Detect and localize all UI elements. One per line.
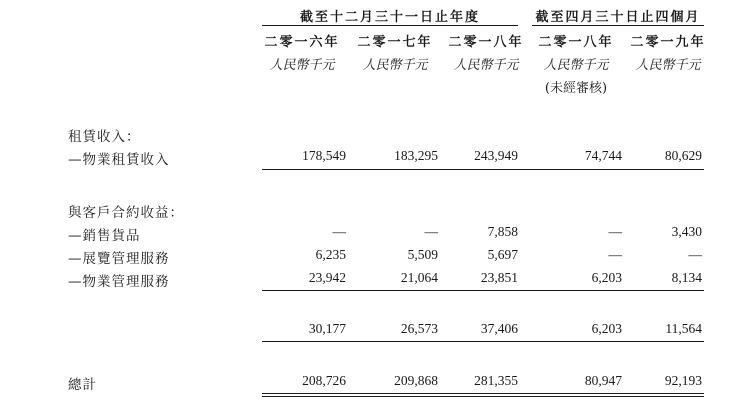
column-year-2018: 二零一八年 [448, 35, 524, 50]
row-label-total: 總計 [68, 377, 97, 393]
cell-sales-goods-2016: — [332, 224, 346, 239]
column-year-2018-interim: 二零一八年 [538, 35, 614, 50]
cell-property-mgmt-2018: 23,851 [480, 270, 518, 285]
cell-total-2018-interim: 80,947 [584, 373, 622, 388]
cell-property-mgmt-2016: 23,942 [308, 270, 346, 285]
cell-sales-goods-2019-interim: 3,430 [671, 224, 702, 239]
cell-total-2019-interim: 92,193 [664, 373, 702, 388]
cell-total-2018: 281,355 [474, 373, 518, 388]
cell-total-2016: 208,726 [302, 373, 346, 388]
header-group-fiscal-years-rule [262, 25, 518, 26]
column-year-2016: 二零一六年 [264, 35, 340, 50]
cell-property-rental-2017: 183,295 [394, 148, 438, 163]
cell-property-rental-2018: 243,949 [474, 148, 518, 163]
section-heading-rental-income: 租賃收入： [68, 129, 141, 145]
cell-property-rental-2016: 178,549 [302, 148, 346, 163]
row-label-exhibition-mgmt: —展覽管理服務 [68, 251, 170, 267]
cell-subtotal-2018-interim: 6,203 [591, 321, 622, 336]
cell-property-mgmt-2018-interim: 6,203 [591, 270, 622, 285]
rule-total-double-top [262, 393, 704, 394]
column-year-2019-interim: 二零一九年 [630, 35, 706, 50]
cell-subtotal-2019-interim: 11,564 [665, 321, 702, 336]
row-label-property-mgmt: —物業管理服務 [68, 274, 170, 290]
cell-property-mgmt-2019-interim: 8,134 [671, 270, 702, 285]
cell-exhibition-2018-interim: — [608, 247, 622, 262]
header-group-four-months-rule [532, 25, 704, 26]
cell-exhibition-2019-interim: — [688, 247, 702, 262]
rule-under-subtotal [262, 341, 704, 342]
cell-total-2017: 209,868 [394, 373, 438, 388]
cell-sales-goods-2017: — [424, 224, 438, 239]
header-group-four-months: 截至四月三十日止四個月 [535, 10, 701, 25]
header-group-fiscal-years: 截至十二月三十一日止年度 [299, 10, 480, 25]
cell-property-rental-2019-interim: 80,629 [664, 148, 702, 163]
rule-under-rental [262, 169, 704, 170]
column-unit-2019-interim: 人民幣千元 [635, 58, 701, 73]
column-unit-2017: 人民幣千元 [362, 58, 428, 73]
column-unit-2018-interim: 人民幣千元 [543, 58, 609, 73]
row-label-sales-goods: —銷售貨品 [68, 228, 141, 244]
row-label-property-rental: —物業租賃收入 [68, 152, 170, 168]
cell-exhibition-2016: 6,235 [315, 247, 346, 262]
column-note-unaudited: (未經審核) [544, 81, 608, 96]
cell-property-rental-2018-interim: 74,744 [584, 148, 622, 163]
rule-total-double-bottom [262, 396, 704, 397]
cell-sales-goods-2018: 7,858 [487, 224, 518, 239]
cell-exhibition-2018: 5,697 [487, 247, 518, 262]
cell-sales-goods-2018-interim: — [608, 224, 622, 239]
column-year-2017: 二零一七年 [357, 35, 433, 50]
cell-exhibition-2017: 5,509 [407, 247, 438, 262]
column-unit-2018: 人民幣千元 [453, 58, 519, 73]
section-heading-contract-revenue: 與客戶合約收益： [68, 205, 184, 221]
column-unit-2016: 人民幣千元 [269, 58, 335, 73]
cell-subtotal-2018: 37,406 [480, 321, 518, 336]
cell-subtotal-2016: 30,177 [308, 321, 346, 336]
cell-property-mgmt-2017: 21,064 [400, 270, 438, 285]
rule-under-contract-items [262, 290, 704, 291]
cell-subtotal-2017: 26,573 [400, 321, 438, 336]
